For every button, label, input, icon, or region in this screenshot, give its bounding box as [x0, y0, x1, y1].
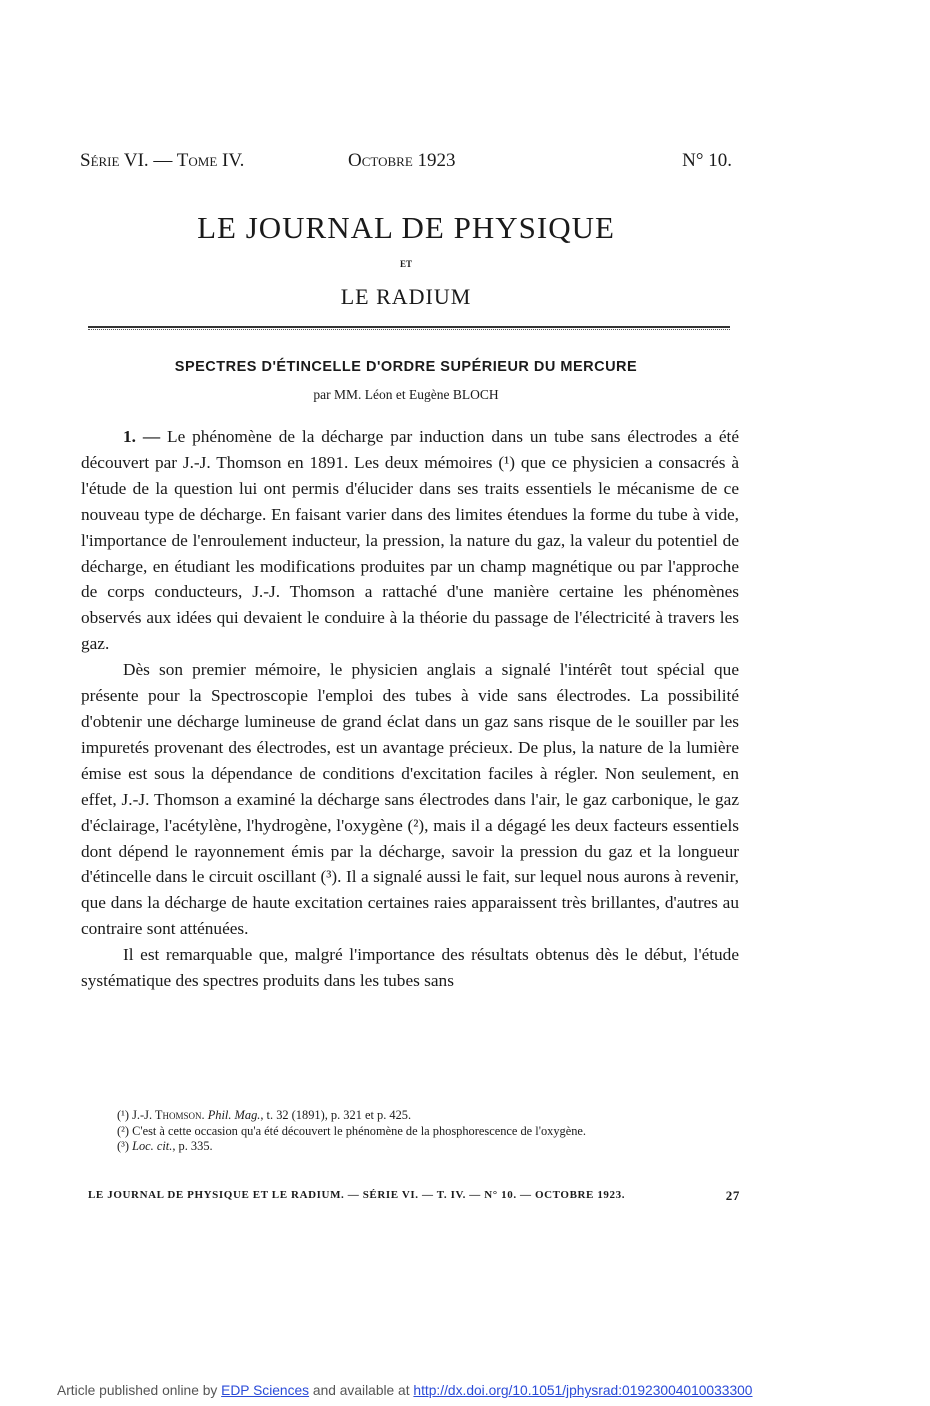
publisher-link[interactable]: EDP Sciences	[221, 1383, 310, 1398]
footnote-2-mark: (²)	[117, 1123, 129, 1138]
running-footer-text: LE JOURNAL DE PHYSIQUE ET LE RADIUM. — SÉRIE VI. — T. IV. — N° 10. — OCTOBRE 1923.	[88, 1189, 626, 1201]
issue-number: N° 10.	[682, 150, 732, 171]
publication-credit	[57, 1383, 752, 1398]
article-title: SPECTRES D'ÉTINCELLE D'ORDRE SUPÉRIEUR DU MERCURE	[174, 359, 638, 375]
doi-link[interactable]: http://dx.doi.org/10.1051/jphysrad:01923004010033300	[413, 1383, 753, 1398]
footnote-3	[90, 1139, 740, 1155]
journal-title-conjunction: ET	[399, 259, 412, 269]
running-header	[80, 150, 732, 176]
paragraph-1-text: Le phénomène de la décharge par induction dans un tube sans électrodes a été découvert par J.-J. Thomson en 1891. Les deux mémoires (¹) que ce physicien a consacrés à l'étude de la question lui ont permis d'élucider dans ses traits essentiels le mécanisme de ce nouveau type de décharge. En faisant varier dans des limites étendues la forme du tube à vide, l'importance de l'enroulement inducteur, la pression, la nature du gaz, la valeur du potentiel de décharge, en étudiant les modifications produites par un champ magnétique ou par l'approche de corps conducteurs, J.-J. Thomson a rattaché d'une manière certaine les phénomènes observés aux idées qui devaient le conduire à la théorie du passage de l'électricité à travers les gaz.	[81, 427, 739, 654]
article-body	[81, 424, 739, 994]
footnote-1	[90, 1108, 740, 1124]
title-rule	[88, 326, 730, 330]
footnote-1-journal: Phil. Mag.	[207, 1108, 261, 1122]
article-authors: par MM. Léon et Eugène BLOCH	[313, 387, 499, 402]
credit-middle: and available at	[309, 1383, 414, 1398]
footnote-3-mark: (³)	[117, 1139, 129, 1153]
footnote-2	[90, 1124, 740, 1140]
journal-title: LE JOURNAL DE PHYSIQUE	[197, 210, 615, 245]
page-number: 27	[725, 1188, 740, 1203]
journal-subtitle: LE RADIUM	[340, 284, 472, 309]
footnotes	[90, 1108, 740, 1155]
running-footer	[88, 1189, 740, 1201]
paragraph-1	[81, 424, 739, 657]
footnote-2-text: C'est à cette occasion qu'a été découvert le phénomène de la phosphorescence de l'oxygène.	[132, 1123, 587, 1138]
footnote-1-mark: (¹)	[117, 1108, 129, 1122]
footnote-3-page: , p. 335.	[172, 1139, 213, 1153]
footnote-1-author: J.-J. Thomson.	[132, 1108, 205, 1122]
credit-prefix: Article published online by	[57, 1383, 222, 1398]
footnote-3-reference: Loc. cit.	[132, 1139, 173, 1153]
footnote-1-reference: , t. 32 (1891), p. 321 et p. 425.	[260, 1108, 412, 1122]
series-volume: Série VI. — Tome IV.	[80, 150, 245, 171]
issue-date: Octobre 1923	[348, 150, 456, 171]
paragraph-3: Il est remarquable que, malgré l'importance des résultats obtenus dès le début, l'étude systématique des spectres produits dans les tubes sans	[81, 945, 739, 991]
paragraph-2: Dès son premier mémoire, le physicien anglais a signalé l'intérêt tout spécial que présente pour la Spectroscopie l'emploi des tubes à vide sans électrodes. La possibilité d'obtenir une décharge lumineuse de grand éclat dans un gaz sans risque de le souiller par les impuretés provenant des électrodes, est un avantage précieux. De plus, la nature de la lumière émise est sous la dépendance de conditions d'excitation faciles à régler. Non seulement, en effet, J.-J. Thomson a examiné la décharge sans électrodes dans l'air, le gaz carbonique, le gaz d'éclairage, l'acétylène, l'hydrogène, l'oxygène (²), mais il a dégagé les deux facteurs essentiels dont dépend le rayonnement émis par la décharge, savoir la pression du gaz et la longueur d'étincelle dans le circuit oscillant (³). Il a signalé aussi le fait, sur lequel nous aurons à revenir, que dans la décharge de haute excitation certaines raies apparaissent très brillantes, d'autres au contraire sont atténuées.	[81, 660, 739, 939]
section-number: 1. —	[123, 427, 161, 446]
